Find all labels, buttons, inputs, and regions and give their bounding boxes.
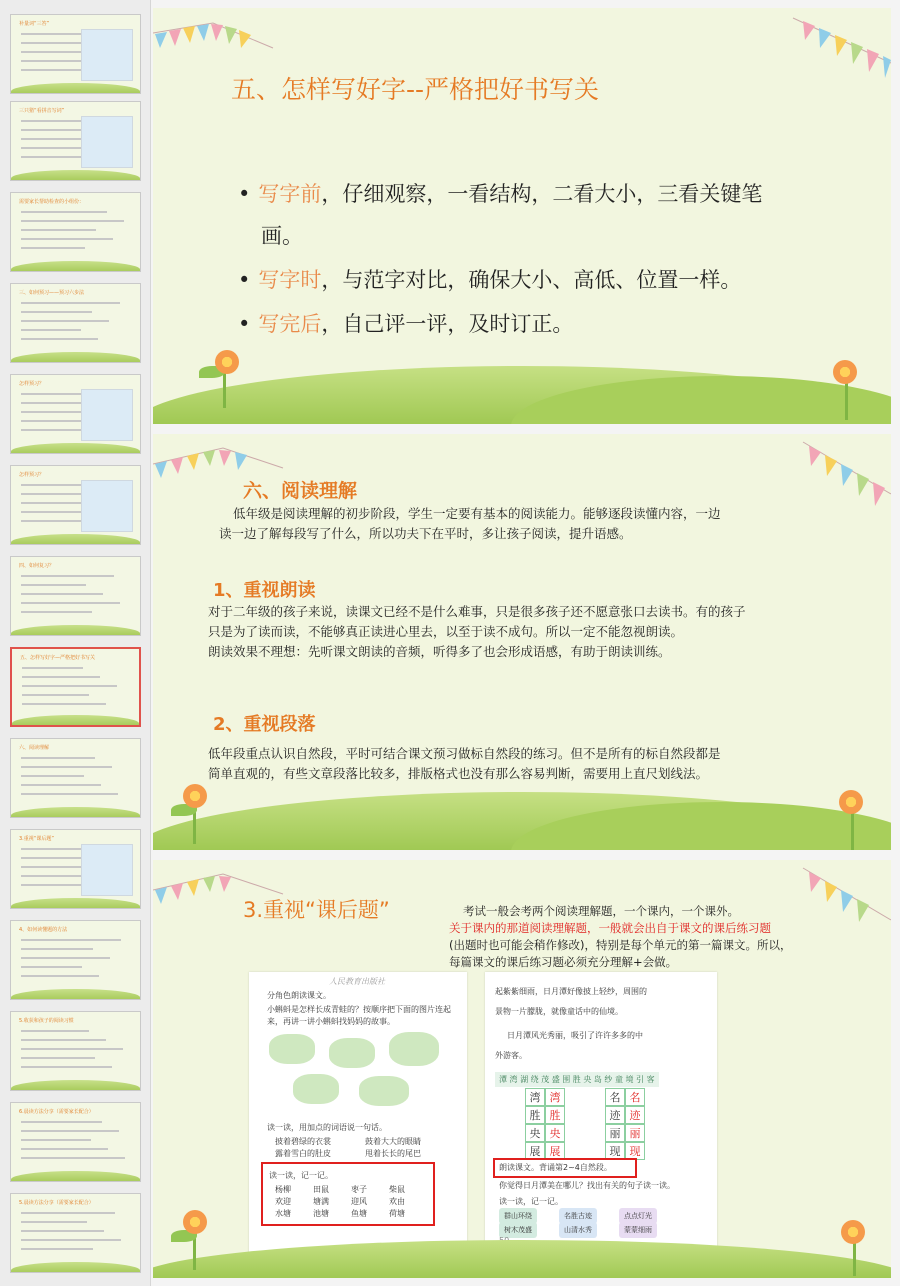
word-item: 欢由 bbox=[389, 1197, 405, 1206]
slide-thumbnail[interactable] bbox=[10, 647, 141, 727]
word-item: 水塘 bbox=[275, 1209, 291, 1218]
character-cell: 名 bbox=[605, 1088, 625, 1106]
exercise-4: 读一读，记一记。 bbox=[269, 1171, 333, 1180]
note-text: 考试一般会考两个阅读理解题，一个课内，一个课外。 bbox=[463, 904, 739, 918]
subheading-reading-aloud: 1、重视朗读 bbox=[213, 580, 316, 601]
phrase: 披着碧绿的衣裳 bbox=[275, 1137, 331, 1146]
bullet-text: ，与范字对比，确保大小、高低、位置一样。 bbox=[321, 268, 742, 292]
bullet-text: ，自己评一评，及时订正。 bbox=[321, 312, 574, 336]
phrase-chip: 点点灯光 bbox=[619, 1208, 657, 1224]
thumbnail-title: 三只猪“看拼音写词” bbox=[19, 108, 65, 114]
bullet-while-writing: • 写字时，与范字对比，确保大小、高低、位置一样。 bbox=[238, 268, 742, 292]
exercise-3: 读一读，记一记。 bbox=[499, 1197, 563, 1206]
section-title: 六、阅读理解 bbox=[243, 480, 358, 502]
slide-thumbnail[interactable] bbox=[10, 465, 141, 545]
section-title: 3.重视“课后题” bbox=[243, 898, 390, 922]
note-text-highlight: 关于课内的那道阅读理解题，一般就会出自于课文的课后练习题 bbox=[449, 921, 771, 935]
thumbnail-title: 六、阅读理解 bbox=[19, 745, 50, 751]
character-cell: 胜 bbox=[545, 1106, 565, 1124]
thumbnail-title: 补量词“三答” bbox=[19, 21, 50, 27]
word-item: 杨柳 bbox=[275, 1185, 291, 1194]
word-item: 枣子 bbox=[351, 1185, 367, 1194]
word-item: 池塘 bbox=[313, 1209, 329, 1218]
slide-thumbnail-panel bbox=[0, 0, 151, 1286]
paragraph-line: 低年段重点认识自然段，平时可结合课文预习做标自然段的练习。但不是所有的标自然段都是 bbox=[208, 746, 721, 761]
phrase-chip: 山清水秀 bbox=[559, 1222, 597, 1238]
thumbnail-image bbox=[81, 116, 133, 168]
flower-icon bbox=[839, 790, 863, 814]
word-item: 田鼠 bbox=[313, 1185, 329, 1194]
character-cell: 现 bbox=[605, 1142, 625, 1160]
flower-icon bbox=[841, 1220, 865, 1244]
phrase-chip: 蒙蒙细雨 bbox=[619, 1222, 657, 1238]
word-item: 塘满 bbox=[313, 1197, 329, 1206]
bullet-text: ，仔细观察，一看结构，二看大小，三看关键笔 bbox=[321, 182, 763, 206]
flower-icon bbox=[833, 360, 857, 384]
keyword-after: 写完后 bbox=[258, 312, 322, 336]
slide-reading bbox=[153, 434, 891, 850]
slide-thumbnail[interactable] bbox=[10, 192, 141, 272]
keyword-before: 写字前 bbox=[258, 182, 322, 206]
thumbnail-title: 6.晨读方法分享（需要家长配合） bbox=[19, 1109, 94, 1115]
bullet-before-writing: • 写字前，仔细观察，一看结构，二看大小，三看关键笔 bbox=[238, 182, 763, 206]
textbook-page-right bbox=[485, 972, 717, 1248]
character-cell: 胜 bbox=[525, 1106, 545, 1124]
character-cell: 湾 bbox=[545, 1088, 565, 1106]
slide-after-class-questions bbox=[153, 860, 891, 1278]
word-item: 欢迎 bbox=[275, 1197, 291, 1206]
textbook-page-left bbox=[249, 972, 467, 1278]
thumbnail-title: 怎样预习？ bbox=[19, 472, 45, 478]
note-text: (出题时也可能会稍作修改)，特别是每个单元的第一篇课文。所以， bbox=[449, 938, 792, 952]
thumbnail-title: 怎样预习？ bbox=[19, 381, 45, 387]
thumbnail-title: 5.晨读方法分享（需要家长配合） bbox=[19, 1200, 94, 1206]
slide-writing bbox=[153, 8, 891, 424]
slide-thumbnail[interactable] bbox=[10, 1011, 141, 1091]
exercise-1: 朗读课文。背诵第2~4自然段。 bbox=[499, 1163, 612, 1172]
slide-thumbnail[interactable] bbox=[10, 556, 141, 636]
phrase-chip: 树木茂盛 bbox=[499, 1222, 537, 1238]
phrase: 鼓着大大的眼睛 bbox=[365, 1137, 421, 1146]
bullet-continuation bbox=[261, 220, 303, 250]
word-item: 柴鼠 bbox=[389, 1185, 405, 1194]
slide-thumbnail[interactable] bbox=[10, 920, 141, 1000]
tadpole-image bbox=[269, 1034, 315, 1064]
character-cell: 丽 bbox=[605, 1124, 625, 1142]
word-item: 迎风 bbox=[351, 1197, 367, 1206]
flower-icon bbox=[183, 1210, 207, 1234]
text-line: 外游客。 bbox=[495, 1051, 527, 1060]
paragraph-line: 朗读效果不理想：先听课文朗读的音频，听得多了也会形成语感，有助于朗读训练。 bbox=[208, 644, 671, 659]
flower-icon bbox=[215, 350, 239, 374]
thumbnail-title: 5.收获和孩子的阅读习惯 bbox=[19, 1018, 74, 1024]
phrase: 露着雪白的肚皮 bbox=[275, 1149, 331, 1158]
text-line: 景物一片朦胧，就像童话中的仙境。 bbox=[495, 1007, 623, 1016]
thumbnail-title: 需要家长帮助检查的小组份： bbox=[19, 199, 85, 205]
slide-thumbnail[interactable] bbox=[10, 738, 141, 818]
thumbnail-title: 3.重视“课后题” bbox=[19, 836, 54, 842]
word-item: 荷塘 bbox=[389, 1209, 405, 1218]
slide-thumbnail[interactable] bbox=[10, 1102, 141, 1182]
character-cell: 展 bbox=[525, 1142, 545, 1160]
thumbnail-image bbox=[81, 480, 133, 532]
thumbnail-image bbox=[81, 29, 133, 81]
flower-icon bbox=[183, 784, 207, 808]
exercise-2-cont: 来，再讲一讲小蝌蚪找妈妈的故事。 bbox=[267, 1017, 395, 1026]
note-text: 每篇课文的课后练习题必须充分理解+会做。 bbox=[449, 955, 678, 969]
thumbnail-title: 四、如何复习？ bbox=[19, 563, 55, 569]
new-characters-strip: 潭 湾 湖 绕 茂 盛 围 胜 央 岛 纱 童 境 引 客 bbox=[495, 1072, 659, 1087]
keyword-while: 写字时 bbox=[258, 268, 322, 292]
character-cell: 迹 bbox=[605, 1106, 625, 1124]
bullet-text: 画。 bbox=[261, 224, 303, 248]
paragraph-line: 简单直观的，有些文章段落比较多，排版格式也没有那么容易判断，需要用上直尺划线法。 bbox=[208, 766, 709, 781]
exercise-1: 分角色朗读课文。 bbox=[267, 991, 331, 1000]
slide-thumbnail[interactable] bbox=[10, 14, 141, 94]
bullet-after-writing: • 写完后，自己评一评，及时订正。 bbox=[238, 312, 574, 336]
word-item: 鱼塘 bbox=[351, 1209, 367, 1218]
paragraph-line: 对于二年级的孩子来说，读课文已经不是什么难事，只是很多孩子还不愿意张口去读书。有的孩子 bbox=[208, 604, 746, 619]
character-cell: 央 bbox=[545, 1124, 565, 1142]
slide-thumbnail[interactable] bbox=[10, 374, 141, 454]
thumbnail-image bbox=[81, 389, 133, 441]
exercise-2: 你觉得日月潭美在哪儿？找出有关的句子读一读。 bbox=[499, 1181, 675, 1190]
character-cell: 现 bbox=[625, 1142, 645, 1160]
phrase: 甩着长长的尾巴 bbox=[365, 1149, 421, 1158]
thumbnail-title: 五、怎样写好字—严格把好书写关 bbox=[20, 655, 96, 661]
character-cell: 展 bbox=[545, 1142, 565, 1160]
slide-thumbnail[interactable] bbox=[10, 829, 141, 909]
intro-text: 低年级是阅读理解的初步阶段，学生一定要有基本的阅读能力。能够逐段读懂内容，一边 bbox=[233, 506, 721, 521]
slide-thumbnail[interactable] bbox=[10, 101, 141, 181]
paragraph-line: 只是为了读而读，不能够真正读进心里去，以至于读不成句。所以一定不能忽视朗读。 bbox=[208, 624, 684, 639]
character-cell: 迹 bbox=[625, 1106, 645, 1124]
intro-text: 读一边了解每段写了什么，所以功夫下在平时，多让孩子阅读，提升语感。 bbox=[219, 526, 632, 541]
phrase-chip: 名胜古迹 bbox=[559, 1208, 597, 1224]
text-line: 起紫紫细雨，日月潭好像披上轻纱，周围的 bbox=[495, 987, 647, 996]
exercise-2: 小蝌蚪是怎样长成青蛙的？按顺序把下面的图片连起 bbox=[267, 1005, 451, 1014]
tadpole-image bbox=[329, 1038, 375, 1068]
character-cell: 湾 bbox=[525, 1088, 545, 1106]
thumbnail-title: 三、如何预习——预习六步法 bbox=[19, 290, 85, 296]
character-cell: 名 bbox=[625, 1088, 645, 1106]
character-cell: 央 bbox=[525, 1124, 545, 1142]
subheading-paragraphs: 2、重视段落 bbox=[213, 714, 316, 735]
tadpole-image bbox=[389, 1032, 439, 1066]
thumbnail-image bbox=[81, 844, 133, 896]
character-cell: 丽 bbox=[625, 1124, 645, 1142]
tadpole-image bbox=[293, 1074, 339, 1104]
phrase-chip: 群山环绕 bbox=[499, 1208, 537, 1224]
text-line: 日月潭风光秀丽，吸引了许许多多的中 bbox=[507, 1031, 643, 1040]
tadpole-image bbox=[359, 1076, 409, 1106]
slide-title: 五、怎样写好字--严格把好书写关 bbox=[231, 75, 600, 104]
slide-thumbnail[interactable] bbox=[10, 283, 141, 363]
thumbnail-title: 4、如何读懂题的方法 bbox=[19, 927, 68, 933]
slide-thumbnail[interactable] bbox=[10, 1193, 141, 1273]
exercise-3: 读一读，用加点的词语说一句话。 bbox=[267, 1123, 387, 1132]
page-header: 人民教育出版社 bbox=[329, 977, 385, 986]
